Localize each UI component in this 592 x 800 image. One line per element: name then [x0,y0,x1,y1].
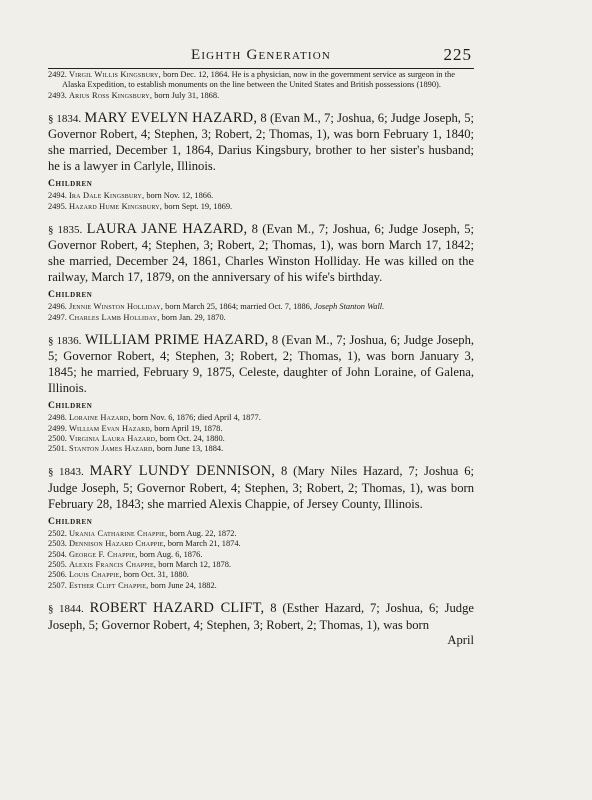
entry-text: born Aug. 6, 1876. [137,549,203,559]
genealogy-section [48,333,474,455]
list-item [48,202,474,212]
running-header [48,46,474,69]
genealogy-section [48,222,474,323]
person-name: Dennison Hazard Chappie, [68,539,166,549]
person-name: Virginia Laura Hazard, [68,433,158,443]
section-number: § 1843. [48,466,84,479]
person-name: Urania Catharine Chappie, [68,529,168,539]
entry-number: 2493. [48,90,67,100]
entry-number: 2503. [48,539,67,549]
list-item [48,302,474,312]
section-paragraph [48,333,474,396]
person-name: Alexis Francis Chappie, [68,560,157,570]
section-person-name: WILLIAM PRIME HAZARD, [84,331,269,348]
section-person-name: MARY EVELYN HAZARD, [84,109,258,126]
entry-number: 2498. [48,413,67,423]
entry-text: born Nov. 6, 1876; died April 4, 1877. [130,413,261,423]
entry-number: 2500. [48,433,67,443]
person-name: Esther Clift Chappie, [68,580,149,590]
entry-number: 2504. [48,549,67,559]
entry-number: 2494. [48,191,67,201]
section-paragraph [48,601,474,633]
section-number: § 1844. [48,602,84,615]
entry-text: born June 13, 1884. [154,444,224,454]
intro-list [48,70,474,101]
genealogy-section [48,111,474,212]
list-item [48,313,474,323]
list-item [48,550,474,560]
children-label: Children [48,178,93,190]
catchword: April [447,633,474,648]
person-name: William Evan Hazard, [68,423,153,433]
entry-text: born June 24, 1882. [148,580,217,590]
list-item [48,434,474,444]
entry-text: born Oct. 31, 1880. [121,570,189,580]
person-name: Charles Lamb Holliday, [68,312,160,322]
section-number: § 1834. [48,112,82,125]
entry-text: born July 31, 1868. [152,90,220,100]
entry-number: 2505. [48,560,67,570]
person-name: Hazard Hume Kingsbury, [68,201,163,211]
person-name: Louis Chappie, [68,570,122,580]
section-person-name: LAURA JANE HAZARD, [86,220,248,237]
section-paragraph [48,111,474,174]
entry-text: born Oct. 24, 1880. [157,433,225,443]
list-item [48,91,474,101]
list-item [48,444,474,454]
person-name: Virgil Willis Kingsbury, [68,70,161,79]
entry-number: 2507. [48,580,67,590]
genealogy-section [48,601,474,649]
list-item [48,581,474,591]
person-name: George F. Chappie, [68,549,138,559]
entry-number: 2496. [48,302,67,312]
section-person-name: ROBERT HAZARD CLIFT, [89,599,265,616]
list-item [48,70,474,91]
entry-number: 2499. [48,423,67,433]
entry-text: born Aug. 22, 1872. [167,529,237,539]
section-text: 8 (Evan M., 7; Joshua, 6; Judge Joseph, 5; Governor Robert, 4; Stephen, 3; Robert, 2; Thomas, 1), was born February 1, 1840; she married, December 1, 1864, Darius Kingsbury, brother to her sister's husband; he is a lawyer in Carlyle, Illinois. [48,110,475,173]
spouse-name: Joseph Stanton Wall. [314,302,385,312]
section-text: 8 (Evan M., 7; Joshua, 6; Judge Joseph, 5; Governor Robert, 4; Stephen, 3; Robert, 2; Thomas, 1), was born January 3, 1845; he married, February 9, 1875, Celeste, daughter of John Loraine, of Galena, Illinois. [48,332,475,395]
entry-text: born Dec. 12, 1864. He is a physician, now in the government service as surgeon in the Alaska Expedition, to establish monuments on the line between the United States and British possessions (1890). [62,70,455,90]
person-name: Stanton James Hazard, [68,444,155,454]
list-item [48,539,474,549]
children-label: Children [48,516,93,528]
section-paragraph [48,222,474,285]
entry-number: 2506. [48,570,67,580]
entry-text: born March 21, 1874. [165,539,241,549]
section-number: § 1836. [48,334,82,347]
entry-number: 2492. [48,70,67,79]
page-body [48,70,474,649]
section-number: § 1835. [48,223,83,236]
entry-text: born April 19, 1878. [152,423,223,433]
section-text: 8 (Evan M., 7; Joshua, 6; Judge Joseph, 5; Governor Robert, 4; Stephen, 3; Robert, 2; Thomas, 1), was born March 17, 1842; she married, December 24, 1861, Charles Winston Holliday. He was killed on the railway, March 17, 1879, on the anniversary of his wife's birthday. [48,221,474,284]
chapter-title: Eighth Generation [190,47,332,63]
children-label: Children [48,400,93,412]
section-paragraph [48,464,474,512]
children-label: Children [48,289,93,301]
entry-number: 2501. [48,444,67,454]
list-item [48,570,474,580]
list-item [48,191,474,201]
entry-number: 2502. [48,529,67,539]
entry-number: 2495. [48,201,67,211]
entry-text: born March 25, 1864; married Oct. 7, 1886, [163,302,315,312]
entry-text: born Jan. 29, 1870. [159,312,226,322]
person-name: Arius Ross Kingsbury, [68,90,153,100]
entry-number: 2497. [48,312,67,322]
person-name: Jennie Winston Holliday, [68,302,164,312]
list-item [48,560,474,570]
list-item [48,424,474,434]
page-number: 225 [443,45,472,64]
section-text: 8 (Mary Niles Hazard, 7; Joshua 6; Judge Joseph, 5; Governor Robert, 4; Stephen, 3; Robert, 2; Thomas, 1), was born February 28, 1843; she married Alexis Chappie, of Jersey County, Illinois. [48,464,474,511]
entry-text: born Sept. 19, 1869. [162,201,233,211]
genealogy-section [48,464,474,591]
list-item [48,413,474,423]
section-person-name: MARY LUNDY DENNISON, [89,463,276,480]
entry-text: born Nov. 12, 1866. [144,191,214,201]
entry-text: born March 12, 1878. [156,560,232,570]
person-name: Loraine Hazard, [68,413,131,423]
person-name: Ira Dale Kingsbury, [68,191,145,201]
section-text: 8 (Esther Hazard, 7; Joshua, 6; Judge Joseph, 5; Governor Robert, 4; Stephen, 3; Robert, 2; Thomas, 1), was born [48,600,474,632]
list-item [48,529,474,539]
